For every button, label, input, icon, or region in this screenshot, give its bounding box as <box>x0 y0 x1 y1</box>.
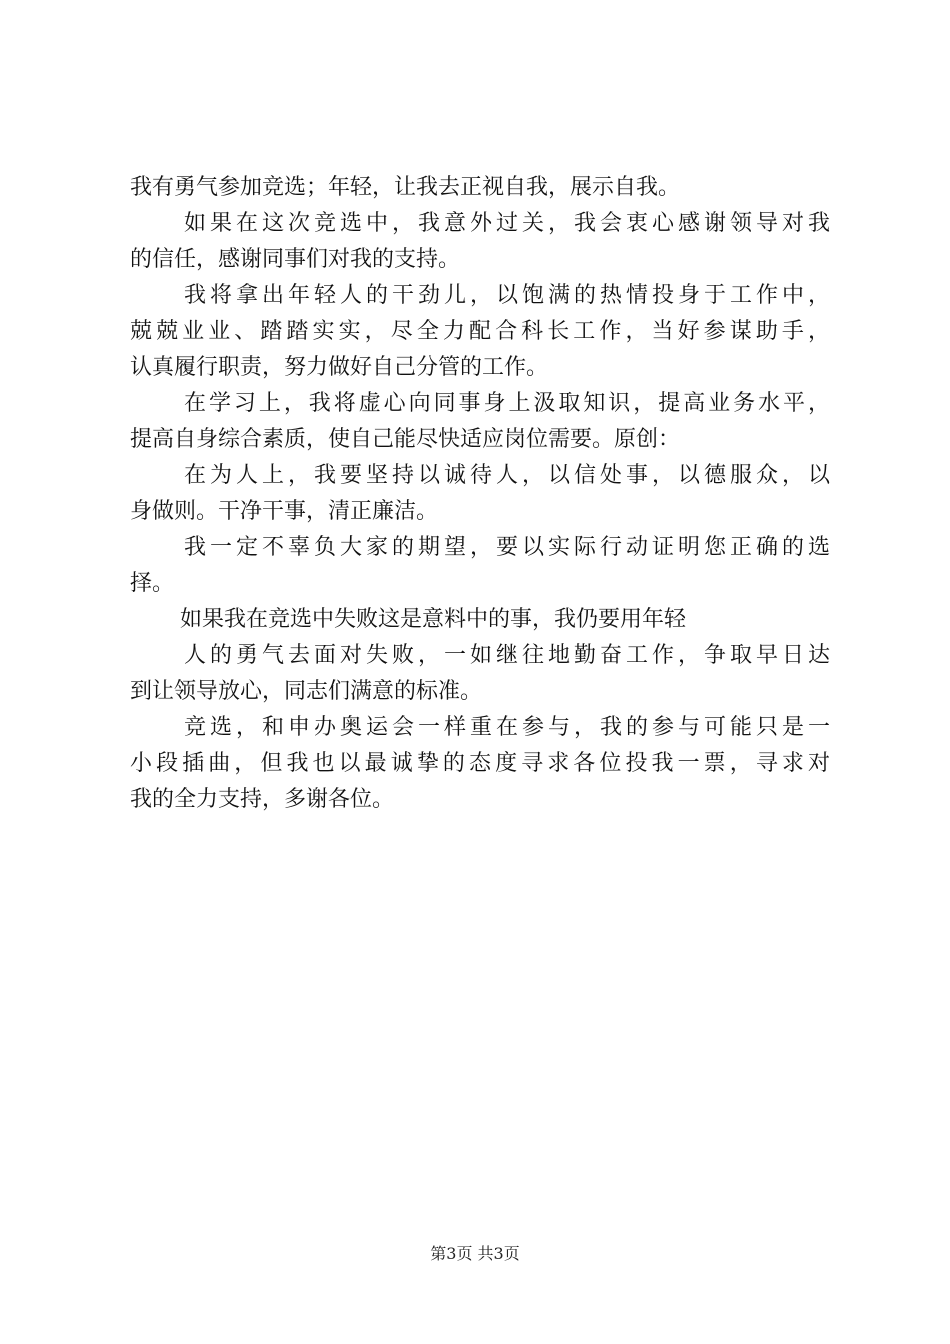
text-line: 在为人上，我要坚持以诚待人，以信处事，以德服众，以 <box>184 463 830 488</box>
text-line: 我的全力支持，多谢各位。 <box>130 787 395 812</box>
text-line: 身做则。干净干事，清正廉洁。 <box>130 499 439 524</box>
page-number-footer: 第3页 共3页 <box>430 1244 520 1263</box>
text-line: 如果我在竞选中失败这是意料中的事，我仍要用年轻 <box>180 607 687 632</box>
text-line: 竞选，和申办奥运会一样重在参与，我的参与可能只是一 <box>184 715 830 740</box>
text-line: 的信任，感谢同事们对我的支持。 <box>130 247 461 272</box>
text-line: 提高自身综合素质，使自己能尽快适应岗位需要。原创： <box>130 427 681 452</box>
text-line: 在学习上，我将虚心向同事身上汲取知识，提高业务水平， <box>184 391 830 416</box>
text-line: 到让领导放心，同志们满意的标准。 <box>130 679 483 704</box>
text-line: 兢兢业业、踏踏实实，尽全力配合科长工作，当好参谋助手， <box>130 319 830 344</box>
text-line: 我一定不辜负大家的期望，要以实际行动证明您正确的选 <box>184 535 830 560</box>
text-line: 我有勇气参加竞选；年轻，让我去正视自我，展示自我。 <box>130 175 681 200</box>
text-line: 小段插曲，但我也以最诚挚的态度寻求各位投我一票，寻求对 <box>130 751 830 776</box>
text-line: 择。 <box>130 571 175 596</box>
text-line: 如果在这次竞选中，我意外过关，我会衷心感谢领导对我 <box>184 211 830 236</box>
text-line: 人的勇气去面对失败，一如继往地勤奋工作，争取早日达 <box>184 643 830 668</box>
text-line: 我将拿出年轻人的干劲儿，以饱满的热情投身于工作中， <box>184 283 830 308</box>
text-line: 认真履行职责，努力做好自己分管的工作。 <box>130 355 549 380</box>
